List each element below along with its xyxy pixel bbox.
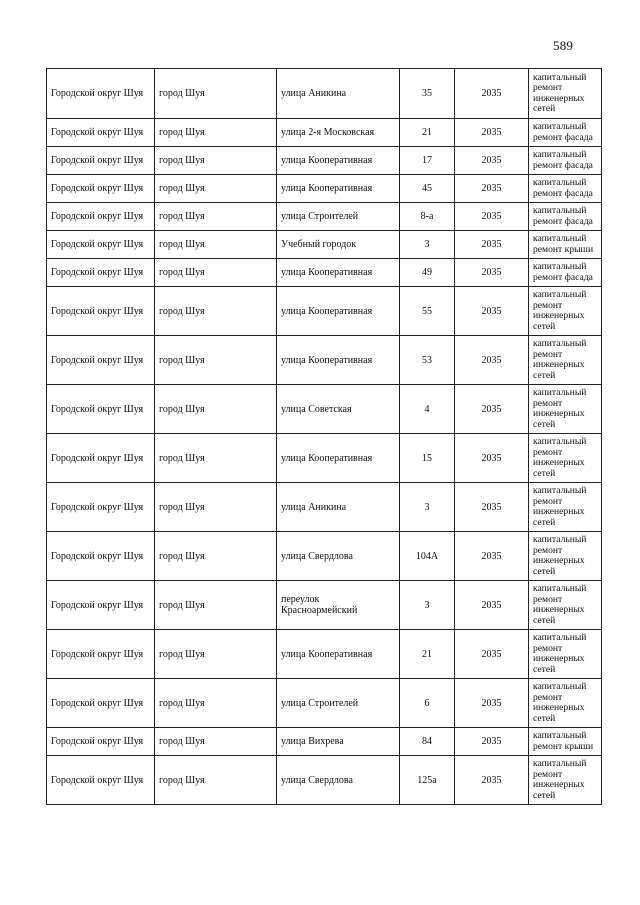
city-cell: город Шуя bbox=[155, 483, 277, 532]
year-cell: 2035 bbox=[455, 259, 529, 287]
year-cell: 2035 bbox=[455, 532, 529, 581]
year-cell: 2035 bbox=[455, 287, 529, 336]
municipality-cell: Городской округ Шуя bbox=[47, 69, 155, 119]
house-number-cell: 3 bbox=[400, 483, 455, 532]
table-row bbox=[47, 434, 602, 483]
table-row bbox=[47, 69, 602, 119]
year-cell: 2035 bbox=[455, 336, 529, 385]
house-number-cell: 45 bbox=[400, 175, 455, 203]
house-number-cell: 6 bbox=[400, 679, 455, 728]
table-row bbox=[47, 259, 602, 287]
city-cell: город Шуя bbox=[155, 581, 277, 630]
house-number-cell: 3 bbox=[400, 231, 455, 259]
house-number-cell: 104А bbox=[400, 532, 455, 581]
street-cell: улица Кооперативная bbox=[277, 287, 400, 336]
street-cell: улица Кооперативная bbox=[277, 259, 400, 287]
municipality-cell: Городской округ Шуя bbox=[47, 175, 155, 203]
table-row bbox=[47, 147, 602, 175]
work-type-cell: капитальный ремонт инженерных сетей bbox=[529, 581, 602, 630]
work-type-cell: капитальный ремонт инженерных сетей bbox=[529, 630, 602, 679]
work-type-cell: капитальный ремонт фасада bbox=[529, 203, 602, 231]
work-type-cell: капитальный ремонт инженерных сетей bbox=[529, 287, 602, 336]
table-row bbox=[47, 287, 602, 336]
work-type-cell: капитальный ремонт инженерных сетей bbox=[529, 69, 602, 119]
year-cell: 2035 bbox=[455, 434, 529, 483]
table-row bbox=[47, 483, 602, 532]
table-row bbox=[47, 203, 602, 231]
house-number-cell: 21 bbox=[400, 119, 455, 147]
street-cell: улица Строителей bbox=[277, 203, 400, 231]
city-cell: город Шуя bbox=[155, 630, 277, 679]
street-cell: улица Аникина bbox=[277, 483, 400, 532]
street-cell: улица Кооперативная bbox=[277, 336, 400, 385]
municipality-cell: Городской округ Шуя bbox=[47, 483, 155, 532]
house-number-cell: 21 bbox=[400, 630, 455, 679]
street-cell: улица Аникина bbox=[277, 69, 400, 119]
city-cell: город Шуя bbox=[155, 679, 277, 728]
work-type-cell: капитальный ремонт инженерных сетей bbox=[529, 385, 602, 434]
table-row bbox=[47, 756, 602, 805]
municipality-cell: Городской округ Шуя bbox=[47, 147, 155, 175]
house-number-cell: 3 bbox=[400, 581, 455, 630]
municipality-cell: Городской округ Шуя bbox=[47, 630, 155, 679]
work-type-cell: капитальный ремонт крыши bbox=[529, 231, 602, 259]
year-cell: 2035 bbox=[455, 630, 529, 679]
municipality-cell: Городской округ Шуя bbox=[47, 581, 155, 630]
city-cell: город Шуя bbox=[155, 259, 277, 287]
year-cell: 2035 bbox=[455, 756, 529, 805]
house-number-cell: 49 bbox=[400, 259, 455, 287]
municipality-cell: Городской округ Шуя bbox=[47, 385, 155, 434]
house-number-cell: 125а bbox=[400, 756, 455, 805]
street-cell: улица Кооперативная bbox=[277, 147, 400, 175]
city-cell: город Шуя bbox=[155, 532, 277, 581]
work-type-cell: капитальный ремонт инженерных сетей bbox=[529, 434, 602, 483]
city-cell: город Шуя bbox=[155, 147, 277, 175]
year-cell: 2035 bbox=[455, 385, 529, 434]
work-type-cell: капитальный ремонт фасада bbox=[529, 147, 602, 175]
street-cell: улица Кооперативная bbox=[277, 175, 400, 203]
work-type-cell: капитальный ремонт фасада bbox=[529, 259, 602, 287]
street-cell: улица Свердлова bbox=[277, 532, 400, 581]
house-number-cell: 15 bbox=[400, 434, 455, 483]
work-type-cell: капитальный ремонт инженерных сетей bbox=[529, 532, 602, 581]
table-row bbox=[47, 385, 602, 434]
year-cell: 2035 bbox=[455, 679, 529, 728]
house-number-cell: 84 bbox=[400, 728, 455, 756]
year-cell: 2035 bbox=[455, 175, 529, 203]
work-type-cell: капитальный ремонт инженерных сетей bbox=[529, 336, 602, 385]
table-row bbox=[47, 231, 602, 259]
table-row bbox=[47, 630, 602, 679]
work-type-cell: капитальный ремонт инженерных сетей bbox=[529, 483, 602, 532]
table-row bbox=[47, 175, 602, 203]
work-type-cell: капитальный ремонт крыши bbox=[529, 728, 602, 756]
house-number-cell: 35 bbox=[400, 69, 455, 119]
table-row bbox=[47, 336, 602, 385]
city-cell: город Шуя bbox=[155, 69, 277, 119]
street-cell: улица Строителей bbox=[277, 679, 400, 728]
year-cell: 2035 bbox=[455, 203, 529, 231]
municipality-cell: Городской округ Шуя bbox=[47, 532, 155, 581]
city-cell: город Шуя bbox=[155, 203, 277, 231]
house-number-cell: 4 bbox=[400, 385, 455, 434]
work-type-cell: капитальный ремонт фасада bbox=[529, 119, 602, 147]
street-cell: улица 2-я Московская bbox=[277, 119, 400, 147]
city-cell: город Шуя bbox=[155, 385, 277, 434]
page-number: 589 bbox=[553, 38, 574, 53]
house-number-cell: 55 bbox=[400, 287, 455, 336]
work-type-cell: капитальный ремонт фасада bbox=[529, 175, 602, 203]
year-cell: 2035 bbox=[455, 147, 529, 175]
street-cell: улица Кооперативная bbox=[277, 434, 400, 483]
municipality-cell: Городской округ Шуя bbox=[47, 119, 155, 147]
street-cell: улица Кооперативная bbox=[277, 630, 400, 679]
year-cell: 2035 bbox=[455, 69, 529, 119]
street-cell: улица Советская bbox=[277, 385, 400, 434]
municipality-cell: Городской округ Шуя bbox=[47, 287, 155, 336]
municipality-cell: Городской округ Шуя bbox=[47, 756, 155, 805]
house-number-cell: 17 bbox=[400, 147, 455, 175]
municipality-cell: Городской округ Шуя bbox=[47, 336, 155, 385]
housing-repair-table bbox=[46, 68, 602, 805]
city-cell: город Шуя bbox=[155, 434, 277, 483]
table-row bbox=[47, 679, 602, 728]
street-cell: улица Вихрева bbox=[277, 728, 400, 756]
municipality-cell: Городской округ Шуя bbox=[47, 231, 155, 259]
city-cell: город Шуя bbox=[155, 175, 277, 203]
city-cell: город Шуя bbox=[155, 231, 277, 259]
year-cell: 2035 bbox=[455, 119, 529, 147]
work-type-cell: капитальный ремонт инженерных сетей bbox=[529, 756, 602, 805]
table-row bbox=[47, 119, 602, 147]
work-type-cell: капитальный ремонт инженерных сетей bbox=[529, 679, 602, 728]
city-cell: город Шуя bbox=[155, 287, 277, 336]
city-cell: город Шуя bbox=[155, 728, 277, 756]
year-cell: 2035 bbox=[455, 581, 529, 630]
city-cell: город Шуя bbox=[155, 119, 277, 147]
city-cell: город Шуя bbox=[155, 336, 277, 385]
municipality-cell: Городской округ Шуя bbox=[47, 679, 155, 728]
table-row bbox=[47, 532, 602, 581]
year-cell: 2035 bbox=[455, 483, 529, 532]
municipality-cell: Городской округ Шуя bbox=[47, 728, 155, 756]
year-cell: 2035 bbox=[455, 231, 529, 259]
year-cell: 2035 bbox=[455, 728, 529, 756]
municipality-cell: Городской округ Шуя bbox=[47, 434, 155, 483]
street-cell: Учебный городок bbox=[277, 231, 400, 259]
municipality-cell: Городской округ Шуя bbox=[47, 259, 155, 287]
house-number-cell: 8-а bbox=[400, 203, 455, 231]
municipality-cell: Городской округ Шуя bbox=[47, 203, 155, 231]
table-row bbox=[47, 581, 602, 630]
street-cell: улица Свердлова bbox=[277, 756, 400, 805]
street-cell: переулок Красноармейский bbox=[277, 581, 400, 630]
city-cell: город Шуя bbox=[155, 756, 277, 805]
house-number-cell: 53 bbox=[400, 336, 455, 385]
table-row bbox=[47, 728, 602, 756]
